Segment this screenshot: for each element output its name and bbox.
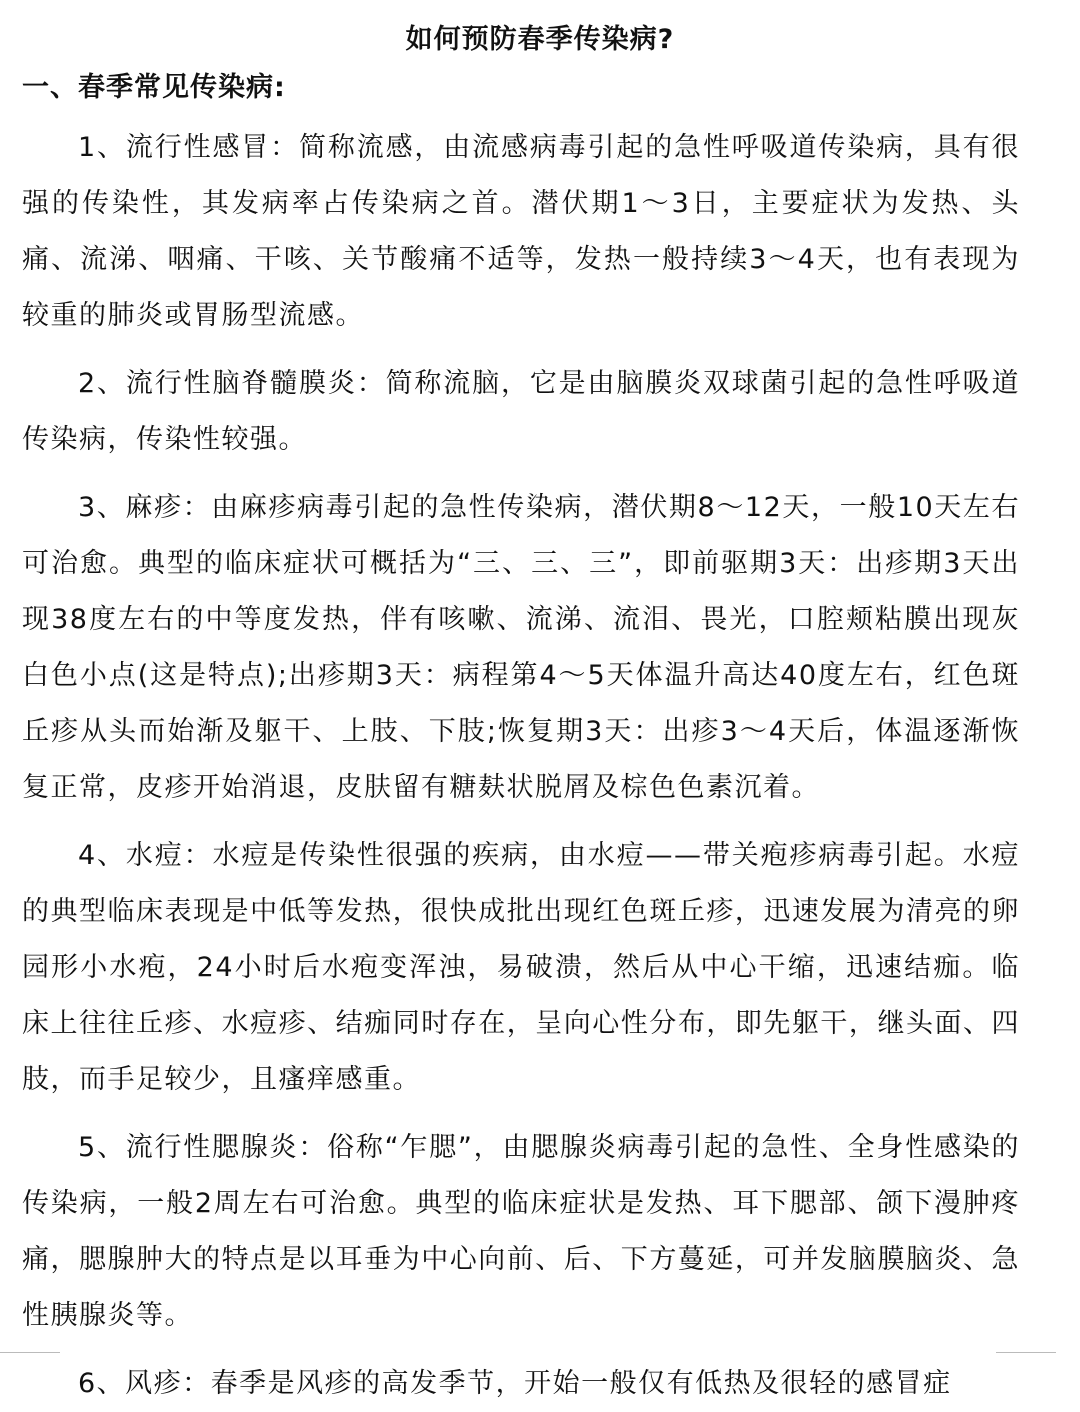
paragraph-influenza: 1、流行性感冒：简称流感，由流感病毒引起的急性呼吸道传染病，具有很强的传染性，其发病率占传染病之首。潜伏期1～3日，主要症状为发热、头痛、流涕、咽痛、干咳、关节酸痛不适等，发热一般持续3～4天，也有表现为较重的肺炎或胃肠型流感。 bbox=[22, 132, 1020, 331]
document-title: 如何预防春季传染病? bbox=[405, 24, 675, 55]
paragraph-measles: 3、麻疹：由麻疹病毒引起的急性传染病，潜伏期8～12天，一般10天左右可治愈。典型的临床症状可概括为“三、三、三”，即前驱期3天：出疹期3天出现38度左右的中等度发热，伴有咳嗽、流涕、流泪、畏光，口腔颊粘膜出现灰白色小点(这是特点);出疹期3天：病程第4～5天体温升高达40度左右，红色斑丘疹从头而始渐及躯干、上肢、下肢;恢复期3天：出疹3～4天后，体温逐渐恢复正常，皮疹开始消退，皮肤留有糖麸状脱屑及棕色色素沉着。 bbox=[22, 492, 1020, 803]
paragraph-list bbox=[0, 108, 1080, 1412]
paragraph-chickenpox: 4、水痘：水痘是传染性很强的疾病，由水痘——带关疱疹病毒引起。水痘的典型临床表现是中低等发热，很快成批出现红色斑丘疹，迅速发展为清亮的卵园形小水疱，24小时后水疱变浑浊，易破溃，然后从中心干缩，迅速结痂。临床上往往丘疹、水痘疹、结痂同时存在，呈向心性分布，即先躯干，继头面、四肢，而手足较少，且瘙痒感重。 bbox=[22, 840, 1020, 1095]
page-edge-right-divider bbox=[996, 1352, 1056, 1359]
paragraph-rubella: 6、风疹：春季是风疹的高发季节，开始一般仅有低热及很轻的感冒症 bbox=[78, 1368, 952, 1399]
section-heading: 一、春季常见传染病: bbox=[22, 72, 286, 103]
paragraph-meningitis: 2、流行性脑脊髓膜炎：简称流脑，它是由脑膜炎双球菌引起的急性呼吸道传染病，传染性较强。 bbox=[22, 368, 1020, 455]
page-edge-left-divider bbox=[0, 1352, 60, 1359]
paragraph-mumps: 5、流行性腮腺炎：俗称“乍腮”，由腮腺炎病毒引起的急性、全身性感染的传染病，一般2周左右可治愈。典型的临床症状是发热、耳下腮部、颌下漫肿疼痛，腮腺肿大的特点是以耳垂为中心向前、后、下方蔓延，可并发脑膜脑炎、急性胰腺炎等。 bbox=[22, 1132, 1020, 1331]
